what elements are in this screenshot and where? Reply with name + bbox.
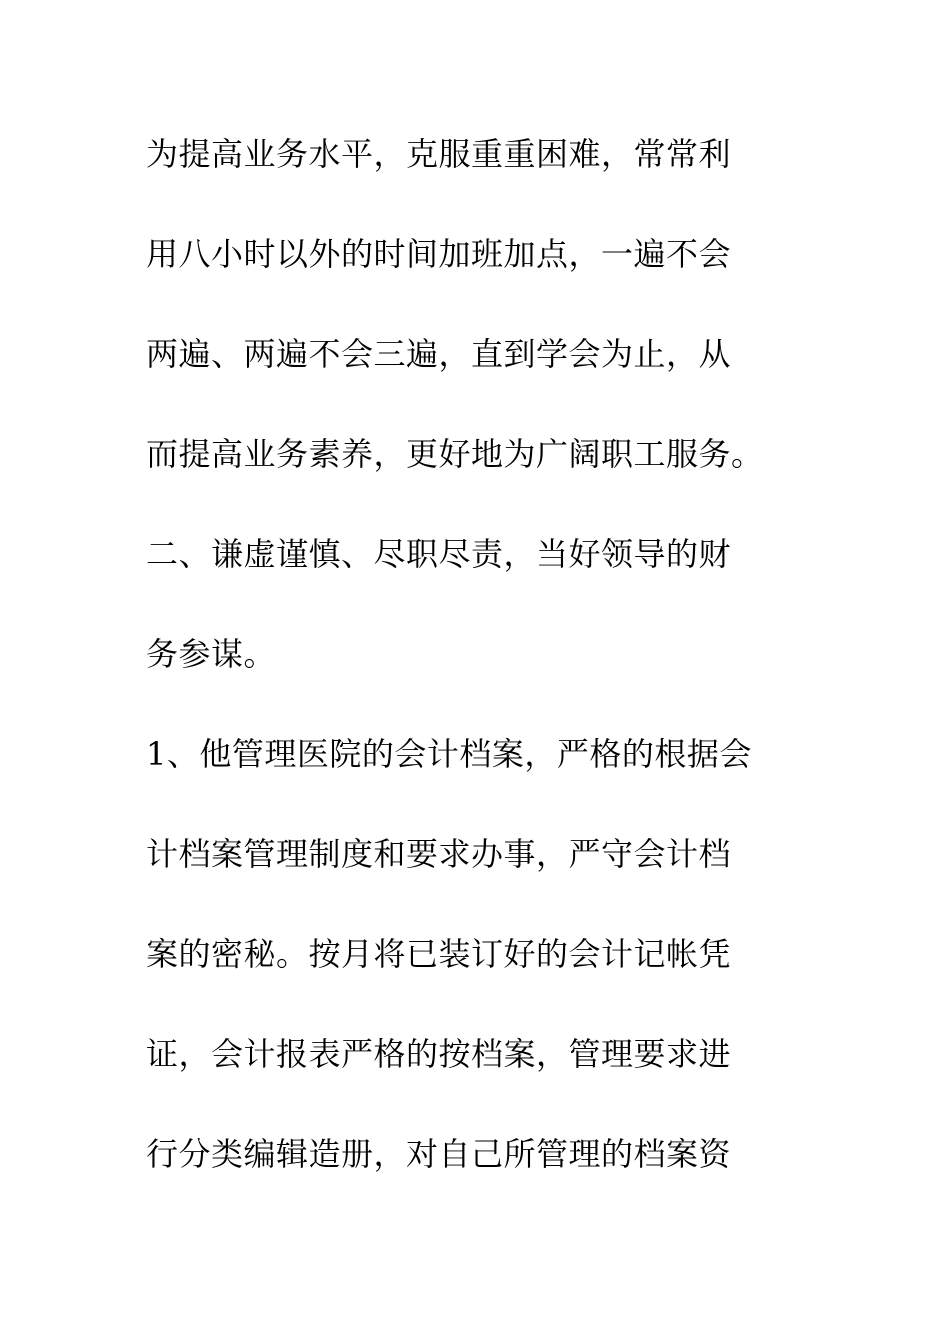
text-line: 为提高业务水平，克服重重困难，常常利	[146, 135, 732, 173]
text-line: 证，会计报表严格的按档案，管理要求进	[146, 1035, 732, 1073]
text-line: 案的密秘。按月将已装订好的会计记帐凭	[146, 935, 732, 973]
text-line: 计档案管理制度和要求办事，严守会计档	[146, 835, 732, 873]
text-line: 1、他管理医院的会计档案，严格的根据会	[146, 735, 752, 773]
section-heading-line: 二、谦虚谨慎、尽职尽责，当好领导的财	[146, 535, 732, 573]
text-line: 两遍、两遍不会三遍，直到学会为止，从	[146, 335, 732, 373]
text-line: 而提高业务素养，更好地为广阔职工服务。	[146, 435, 764, 473]
section-heading-line: 务参谋。	[146, 635, 277, 673]
text-line: 用八小时以外的时间加班加点，一遍不会	[146, 235, 732, 273]
body-text	[146, 123, 846, 1223]
text-line: 行分类编辑造册，对自己所管理的档案资	[146, 1135, 732, 1173]
